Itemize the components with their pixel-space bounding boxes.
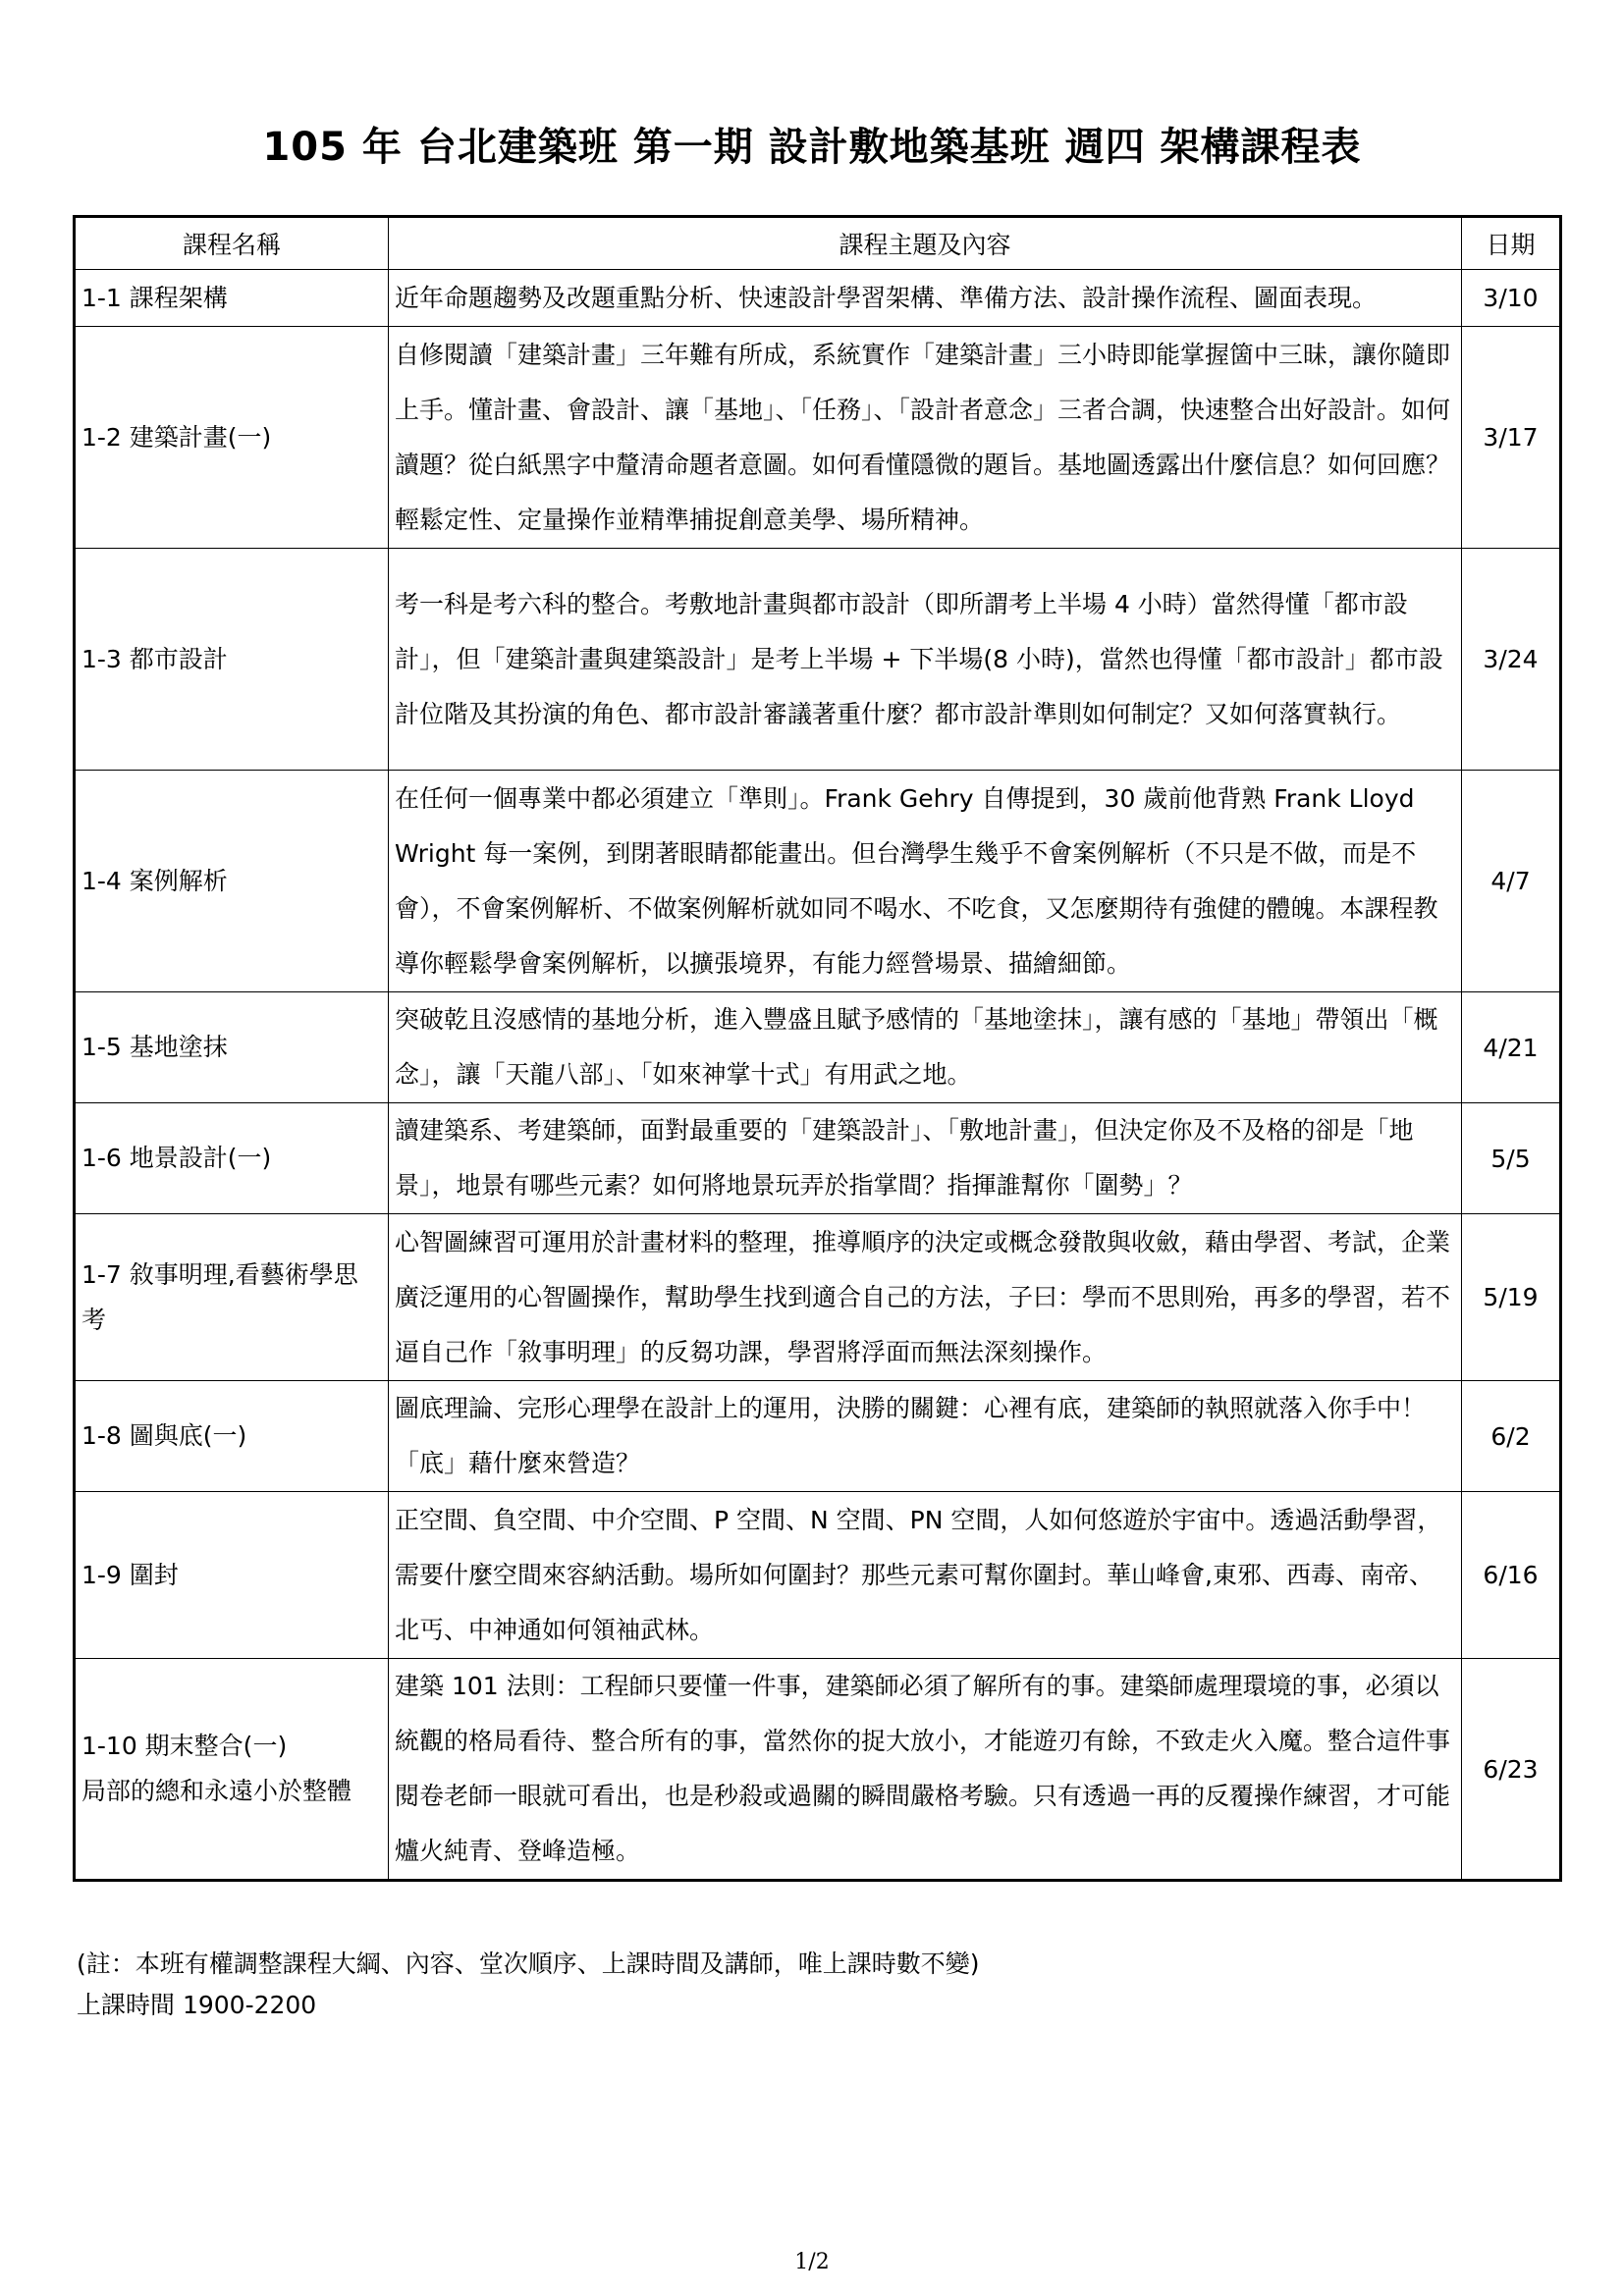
course-name-cell: 1-6 地景設計(一) xyxy=(75,1103,389,1214)
page-number: 1/2 xyxy=(794,2250,830,2274)
course-content-cell: 近年命題趨勢及改題重點分析、快速設計學習架構、準備方法、設計操作流程、圖面表現。 xyxy=(389,270,1462,327)
course-content-cell: 在任何一個專業中都必須建立「準則」。Frank Gehry 自傳提到，30 歲前他背熟 Frank Lloyd Wright 每一案例，到閉著眼睛都能畫出。但台灣學生幾乎不會案例解析（不只是不做，而是不會），不會案例解析、不做案例解析就如同不喝水、不吃食，又怎麼期待有強健的體魄。本課程教導你輕鬆學會案例解析，以擴張境界，有能力經營場景、描繪細節。 xyxy=(389,771,1462,992)
header-course-name: 課程名稱 xyxy=(75,217,389,270)
table-row xyxy=(75,327,1561,549)
course-content-cell: 建築 101 法則：工程師只要懂一件事，建築師必須了解所有的事。建築師處理環境的事，必須以統觀的格局看待、整合所有的事，當然你的捉大放小，才能遊刃有餘，不致走火入魔。整合這件事閱卷老師一眼就可看出，也是秒殺或過關的瞬間嚴格考驗。只有透過一再的反覆操作練習，才可能爐火純青、登峰造極。 xyxy=(389,1659,1462,1881)
table-row xyxy=(75,771,1561,992)
course-name-cell: 1-7 敘事明理,看藝術學思考 xyxy=(75,1214,389,1381)
course-date-cell: 6/23 xyxy=(1462,1659,1561,1881)
course-name-cell: 1-3 都市設計 xyxy=(75,549,389,771)
course-content-cell: 考一科是考六科的整合。考敷地計畫與都市設計（即所謂考上半場 4 小時）當然得懂「都市設計」，但「建築計畫與建築設計」是考上半場 + 下半場(8 小時)，當然也得懂「都市設計」都市設計位階及其扮演的角色、都市設計審議著重什麼？都市設計準則如何制定？又如何落實執行。 xyxy=(389,549,1462,771)
table-row xyxy=(75,1214,1561,1381)
course-content-cell: 正空間、負空間、中介空間、P 空間、N 空間、PN 空間，人如何悠遊於宇宙中。透過活動學習，需要什麼空間來容納活動。場所如何圍封？那些元素可幫你圍封。華山峰會,東邪、西毒、南帝、北丐、中神通如何領袖武林。 xyxy=(389,1492,1462,1659)
course-name-cell: 1-5 基地塗抹 xyxy=(75,992,389,1103)
table-row xyxy=(75,549,1561,771)
course-date-cell: 3/10 xyxy=(1462,270,1561,327)
course-date-cell: 5/19 xyxy=(1462,1214,1561,1381)
course-name-cell: 1-4 案例解析 xyxy=(75,771,389,992)
course-date-cell: 5/5 xyxy=(1462,1103,1561,1214)
course-name-cell: 1-10 期末整合(一) 局部的總和永遠小於整體 xyxy=(75,1659,389,1881)
note-adjustment: (註：本班有權調整課程大綱、內容、堂次順序、上課時間及講師，唯上課時數不變) xyxy=(77,1949,980,1978)
course-schedule-table xyxy=(73,215,1562,1882)
course-name-cell: 1-1 課程架構 xyxy=(75,270,389,327)
table-header-row xyxy=(75,217,1561,270)
notes xyxy=(77,1944,980,2026)
header-date: 日期 xyxy=(1462,217,1561,270)
course-content-cell: 圖底理論、完形心理學在設計上的運用，決勝的關鍵：心裡有底，建築師的執照就落入你手中！「底」藉什麼來營造？ xyxy=(389,1381,1462,1492)
course-date-cell: 6/2 xyxy=(1462,1381,1561,1492)
header-course-content: 課程主題及內容 xyxy=(389,217,1462,270)
course-date-cell: 6/16 xyxy=(1462,1492,1561,1659)
document-title: 105 年 台北建築班 第一期 設計敷地築基班 週四 架構課程表 xyxy=(262,125,1362,170)
course-date-cell: 4/7 xyxy=(1462,771,1561,992)
course-date-cell: 4/21 xyxy=(1462,992,1561,1103)
course-content-cell: 突破乾且沒感情的基地分析，進入豐盛且賦予感情的「基地塗抹」，讓有感的「基地」帶領出「概念」，讓「天龍八部」、「如來神掌十式」有用武之地。 xyxy=(389,992,1462,1103)
table-row xyxy=(75,270,1561,327)
course-name-cell: 1-9 圍封 xyxy=(75,1492,389,1659)
note-class-time: 上課時間 1900-2200 xyxy=(77,1991,317,2019)
table-row xyxy=(75,1381,1561,1492)
table-row xyxy=(75,1492,1561,1659)
course-name-cell: 1-2 建築計畫(一) xyxy=(75,327,389,549)
table-row xyxy=(75,1659,1561,1881)
course-name-cell: 1-8 圖與底(一) xyxy=(75,1381,389,1492)
course-content-cell: 心智圖練習可運用於計畫材料的整理，推導順序的決定或概念發散與收斂，藉由學習、考試，企業廣泛運用的心智圖操作，幫助學生找到適合自己的方法，子曰：學而不思則殆，再多的學習，若不逼自己作「敘事明理」的反芻功課，學習將浮面而無法深刻操作。 xyxy=(389,1214,1462,1381)
table-row xyxy=(75,1103,1561,1214)
course-content-cell: 自修閱讀「建築計畫」三年難有所成，系統實作「建築計畫」三小時即能掌握箇中三昧，讓你隨即上手。懂計畫、會設計、讓「基地」、「任務」、「設計者意念」三者合調，快速整合出好設計。如何讀題？從白紙黑字中釐清命題者意圖。如何看懂隱微的題旨。基地圖透露出什麼信息？如何回應？輕鬆定性、定量操作並精準捕捉創意美學、場所精神。 xyxy=(389,327,1462,549)
course-date-cell: 3/17 xyxy=(1462,327,1561,549)
course-content-cell: 讀建築系、考建築師，面對最重要的「建築設計」、「敷地計畫」，但決定你及不及格的卻是「地景」，地景有哪些元素？如何將地景玩弄於指掌間？指揮誰幫你「圍勢」？ xyxy=(389,1103,1462,1214)
table-row xyxy=(75,992,1561,1103)
course-date-cell: 3/24 xyxy=(1462,549,1561,771)
